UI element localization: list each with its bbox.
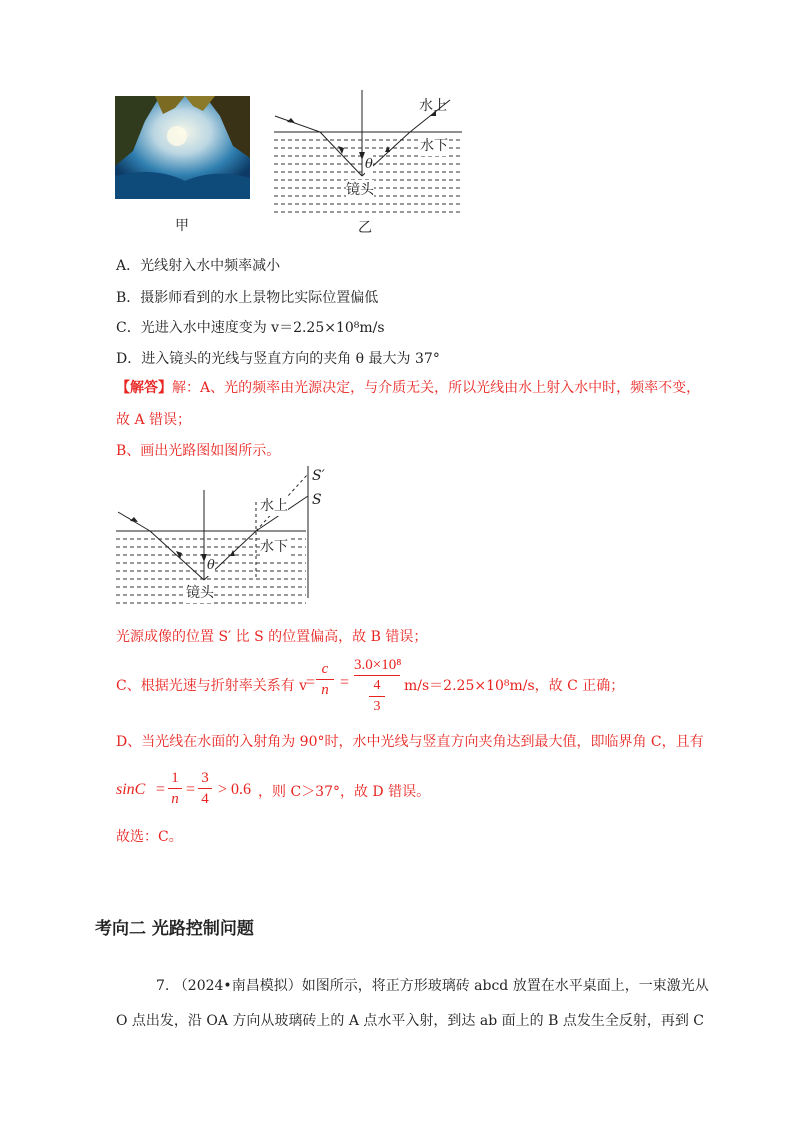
section-title: 考向二 光路控制问题 (95, 919, 254, 939)
frac-1-denominator: n (171, 791, 179, 807)
answer-c-prefix: C、根据光速与折射率关系有 v (116, 678, 308, 694)
answer-line-4: 光源成像的位置 S′ 比 S 的位置偏高，故 B 错误； (116, 629, 428, 645)
frac-1-numerator: 1 (171, 770, 179, 786)
underwater-photo (115, 96, 250, 199)
frac-2-denominator: 4 (201, 791, 209, 807)
answer-line-3: B、画出光路图如图所示。 (116, 443, 281, 459)
photo-caption: 甲 (175, 218, 189, 234)
label-below-water-2: 水下 (260, 539, 288, 555)
label-above-water: 水上 (419, 98, 447, 114)
frac-2-numerator: 3 (201, 770, 209, 786)
answer-d-eq-2: = (186, 781, 196, 798)
answer-c-suffix: m/s＝2.25×10⁸m/s，故 C 正确； (404, 678, 625, 694)
label-lens-2: 镜头 (186, 585, 214, 601)
frac-value-den-den: 3 (373, 699, 381, 714)
answer-c-frac-value (354, 656, 400, 716)
answer-d-gt: > 0.6 (218, 781, 252, 798)
label-above-water-2: 水上 (260, 498, 288, 514)
option-b: B．摄影师看到的水上景物比实际位置偏低 (116, 290, 379, 306)
label-theta-2: θ (207, 556, 215, 576)
label-s: S (312, 492, 322, 508)
answer-d-frac-1 (168, 769, 182, 808)
question-7-line-2: O 点出发，沿 OA 方向从玻璃砖上的 A 点水平入射，到达 ab 面上的 B 点发生全反射，再到 C (116, 1013, 704, 1029)
label-theta: θ (365, 155, 373, 175)
option-a: A．光线射入水中频率减小 (116, 258, 281, 274)
answer-d-line: D、当光线在水面的入射角为 90°时，水中光线与竖直方向夹角达到最大值，即临界角 C，且有 (116, 734, 704, 750)
answer-final: 故选：C。 (116, 829, 183, 845)
optics-diagram-answer (110, 462, 340, 607)
diagram-caption: 乙 (358, 220, 372, 236)
answer-c-frac-cn (316, 660, 334, 699)
answer-tag: 【解答】 (116, 380, 172, 396)
option-d: D．进入镜头的光线与竖直方向的夹角 θ 最大为 37° (116, 351, 440, 367)
frac-c-numerator: c (321, 661, 329, 677)
answer-c-eq-1: = (306, 674, 316, 691)
label-s-prime: S′ (312, 468, 325, 484)
answer-a-text: 解：A、光的频率由光源决定，与介质无关，所以光线由水上射入水中时，频率不变， (172, 380, 701, 396)
option-c: C．光进入水中速度变为 v＝2.25×10⁸m/s (116, 320, 385, 336)
answer-line-2: 故 A 错误； (116, 412, 192, 428)
answer-c-eq-2: = (340, 674, 350, 691)
label-lens: 镜头 (346, 182, 374, 198)
frac-value-numerator: 3.0×10⁸ (354, 657, 402, 673)
question-7-line-1: 7. （2024•南昌模拟）如图所示，将正方形玻璃砖 abcd 放置在水平桌面上，一束激光从 (156, 978, 709, 994)
frac-value-den-num: 4 (373, 678, 381, 693)
answer-d-eq-1: = (156, 781, 166, 798)
frac-c-denominator: n (321, 682, 329, 698)
label-below-water: 水下 (420, 138, 448, 154)
answer-d-sinc: sinC (116, 781, 146, 798)
answer-d-frac-2 (198, 769, 212, 808)
answer-d-suffix: ，则 C＞37°，故 D 错误。 (258, 784, 431, 800)
answer-line-1 (116, 378, 700, 398)
